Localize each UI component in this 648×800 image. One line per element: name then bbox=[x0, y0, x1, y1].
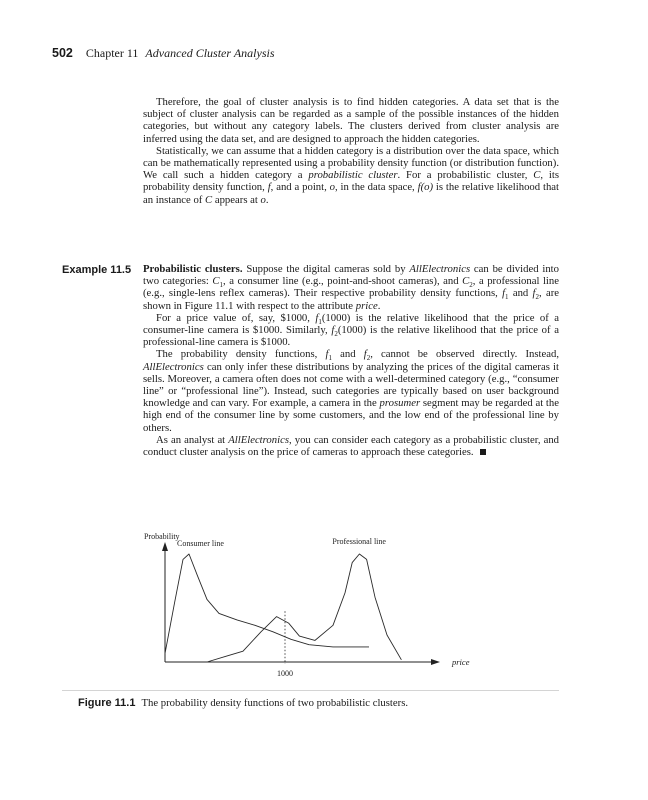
x-axis-arrow-icon bbox=[431, 659, 440, 665]
series-label-1: Consumer line bbox=[177, 539, 224, 548]
example-title: Probabilistic clusters. bbox=[143, 263, 243, 275]
example-text bbox=[143, 263, 559, 458]
running-header bbox=[52, 46, 275, 61]
example-label: Example 11.5 bbox=[62, 264, 132, 276]
y-axis-label: Probability bbox=[144, 532, 180, 541]
intro-paragraph-2: Statistically, we can assume that a hidden category is a distribution over the data space, which can be mathematically represented using a probability density function (or distribution function). We call such a hidden category a probabilistic cluster. For a probabilistic cluster, C, its probability density function, f, and a point, o, in the data space, f(o) is the relative likelihood that an instance of C appears at o. bbox=[143, 144, 560, 206]
figure-caption-text: The probability density functions of two probabilistic clusters. bbox=[141, 697, 409, 709]
chapter-title: Advanced Cluster Analysis bbox=[145, 46, 275, 60]
figure-label: Figure 11.1 bbox=[78, 697, 136, 709]
x-axis-label: price bbox=[452, 657, 470, 667]
series-label-2: Professional line bbox=[332, 537, 386, 546]
x-tick-label: 1000 bbox=[277, 669, 293, 678]
chapter-number: Chapter 11 bbox=[85, 46, 139, 60]
example-paragraph-3: The probability density functions, $f_1$ and $f_2$, cannot be observed directly. Instead, AllElectronics can only infer these distributions by analyzing the prices of the digital cameras it sells. Moreover, a camera often does not come with a well-determined category (e.g., “consumer line” or “professional line”). Instead, such categories are typically based on user background knowledge and can vary. For example, a camera in the prosumer segment may be regarded at the high end of the consumer line by some customers, and the low end of the professional line by others. bbox=[143, 348, 560, 434]
example-paragraph-4: As an analyst at AllElectronics, you can consider each category as a probabilistic cluster, and conduct cluster analysis on the price of cameras to approach these categories. bbox=[143, 433, 560, 459]
page-number: 502 bbox=[52, 46, 73, 60]
figure-divider bbox=[62, 690, 559, 691]
intro-text bbox=[143, 96, 559, 206]
series-line-2 bbox=[207, 554, 401, 662]
example-paragraph-1: Probabilistic clusters. Suppose the digital cameras sold by AllElectronics can be divided into two categories: $C_1$, a consumer line (e.g., point-and-shoot cameras), and $C_2$, a professional line (e.g., single-lens reflex cameras). Their respective probability density functions, $f_1$ and $f_2$, are shown in Figure 11.1 with respect to the attribute price. bbox=[143, 263, 560, 312]
example-paragraph-2: For a price value of, say, $1000, $f_1(1000)$ is the relative likelihood that the price of a consumer-line camera is $1000. Similarly, $f_2(1000)$ is the relative likelihood that the price of a professional-line camera is $1000. bbox=[143, 311, 559, 349]
end-of-example-icon bbox=[480, 449, 486, 455]
intro-paragraph-1: Therefore, the goal of cluster analysis is to find hidden categories. A data set that is the subject of cluster analysis can be regarded as a sample of the possible instances of the hidden categories, but without any category labels. The clusters derived from cluster analysis are inferred using the data set, and are designed to approach the hidden categories. bbox=[143, 96, 559, 145]
series-line-1 bbox=[165, 554, 369, 653]
density-chart bbox=[140, 528, 480, 678]
figure-caption bbox=[78, 697, 408, 709]
y-axis-arrow-icon bbox=[162, 542, 168, 551]
